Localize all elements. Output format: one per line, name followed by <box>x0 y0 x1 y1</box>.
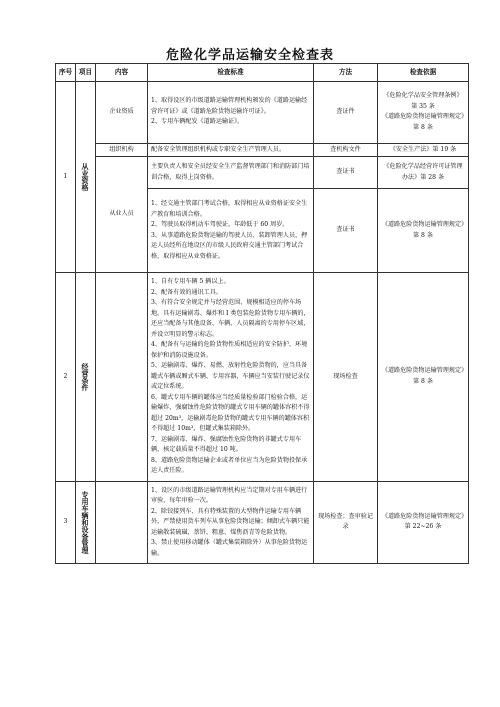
header-seq: 序号 <box>56 64 76 82</box>
section-item: 从业资格 <box>76 81 96 273</box>
row-standard: 配备安全管理组织机构或专职安全生产管理人员。 <box>148 143 314 157</box>
row-standard: 主要负责人和安全员经安全生产监督管理部门和消防部门培训合格，取得上岗资格。 <box>148 157 314 189</box>
row-method: 查证书 <box>314 189 378 273</box>
section-item: 经营条件 <box>76 273 96 482</box>
header-method: 方法 <box>314 64 378 82</box>
row-standard: 1、自有专用车辆 5 辆以上。 2、配备有效的通讯工具。 3、有符合安全规定并与经营范围、规模相适应的停车场地。具有运输剧毒、爆炸和 I 类包装危险货物专用车辆的，还应当配备与其他设备、车辆、人员隔离的专用停车区域，并设立明显的警示标志。 4、配备有与运输的危险货物性质相适应的安全防护、环境保护和消防设施设备。 5、运输剧毒、爆炸、易燃、放射性危险货物的，应当具备罐式车辆或厢式车辆、专用容器，车辆应当安装行驶记录仪或定位系统。 6、罐式专用车辆的罐体应当经质量检验部门检验合格，运输爆炸、强腐蚀性危险货物的罐式专用车辆的罐体容积不得超过 20m³，运输剧毒危险货物的罐式专用车辆的罐体容积不得超过 10m³，但罐式集装箱除外。 7、运输剧毒、爆炸、强腐蚀性危险货物的非罐式专用车辆，核定载质量不得超过 10 吨。 8、道路危险货物运输企业或者单位应当为危险货物投保承运人责任险。 <box>148 273 314 482</box>
row-method: 查证件 <box>314 81 378 143</box>
row-method: 查证书 <box>314 157 378 189</box>
section-item: 专用车辆和设备管理 <box>76 481 96 564</box>
row-basis: 《危险化学品安全管理条例》第 35 条 《道路危险货物运输管理规定》第 8 条 <box>378 81 469 143</box>
row-content: 企业资质 <box>96 81 148 143</box>
row-basis: 《道路危险货物运输管理规定》第 8 条 <box>378 189 469 273</box>
header-content: 内容 <box>96 64 148 82</box>
row-method: 查机构文件 <box>314 143 378 157</box>
row-standard: 1、设区的市级道路运输管理机构应当定期对专用车辆进行审验，每年审验一次。 2、除铰接列车、具有特殊装置的大型物件运输专用车辆外，严禁使用货车列车从事危险货物运输；倾卸式车辆只能运输散装硫磺、萘饼、粗蒽、煤焦沥青等危险货物。 3、禁止使用移动罐体（罐式集装箱除外）从事危险货物运输。 <box>148 481 314 564</box>
row-basis: 《安全生产法》第 19 条 <box>378 143 469 157</box>
section-seq: 3 <box>56 481 76 564</box>
inspection-table <box>55 63 469 564</box>
row-content <box>96 481 148 564</box>
row-basis: 《道路危险货物运输管理规定》第 8 条 <box>378 273 469 482</box>
page-title: 危险化学品运输安全检查表 <box>165 48 334 63</box>
row-method: 现场检查；查审验记录 <box>314 481 378 564</box>
section-seq: 1 <box>56 81 76 273</box>
header-row <box>56 64 469 82</box>
table-row <box>56 273 469 482</box>
row-standard: 1、取得设区的市级道路运输管理机构颁发的《道路运输经营许可证》或《道路危险货物运输许可证》。 2、专用车辆配发《道路运输证》。 <box>148 81 314 143</box>
header-item: 项目 <box>76 64 96 82</box>
row-content: 从业人员 <box>96 157 148 273</box>
header-standard: 检查标准 <box>148 64 314 82</box>
section-seq: 2 <box>56 273 76 482</box>
row-basis: 《道路危险货物运输管理规定》第 22~26 条 <box>378 481 469 564</box>
table-row <box>56 157 469 189</box>
row-method: 现场检查 <box>314 273 378 482</box>
row-basis: 《危险化学品经营许可证管理办法》第 28 条 <box>378 157 469 189</box>
table-row <box>56 481 469 564</box>
table-row <box>56 143 469 157</box>
table-row <box>56 81 469 143</box>
row-standard: 1、经交通主管部门考试合格，取得相应从业资格证安全生产教育和培训合格。 2、驾驶员取得机动车驾驶证，年龄低于 60 周岁。 3、从事道路危险货物运输的驾驶人员、装卸管理人员、押运人员经所在地设区的市级人民政府交通主管部门考试合格，取得相应从业资格证。 <box>148 189 314 273</box>
row-content: 组织机构 <box>96 143 148 157</box>
row-content <box>96 273 148 482</box>
header-basis: 检查依据 <box>378 64 469 82</box>
